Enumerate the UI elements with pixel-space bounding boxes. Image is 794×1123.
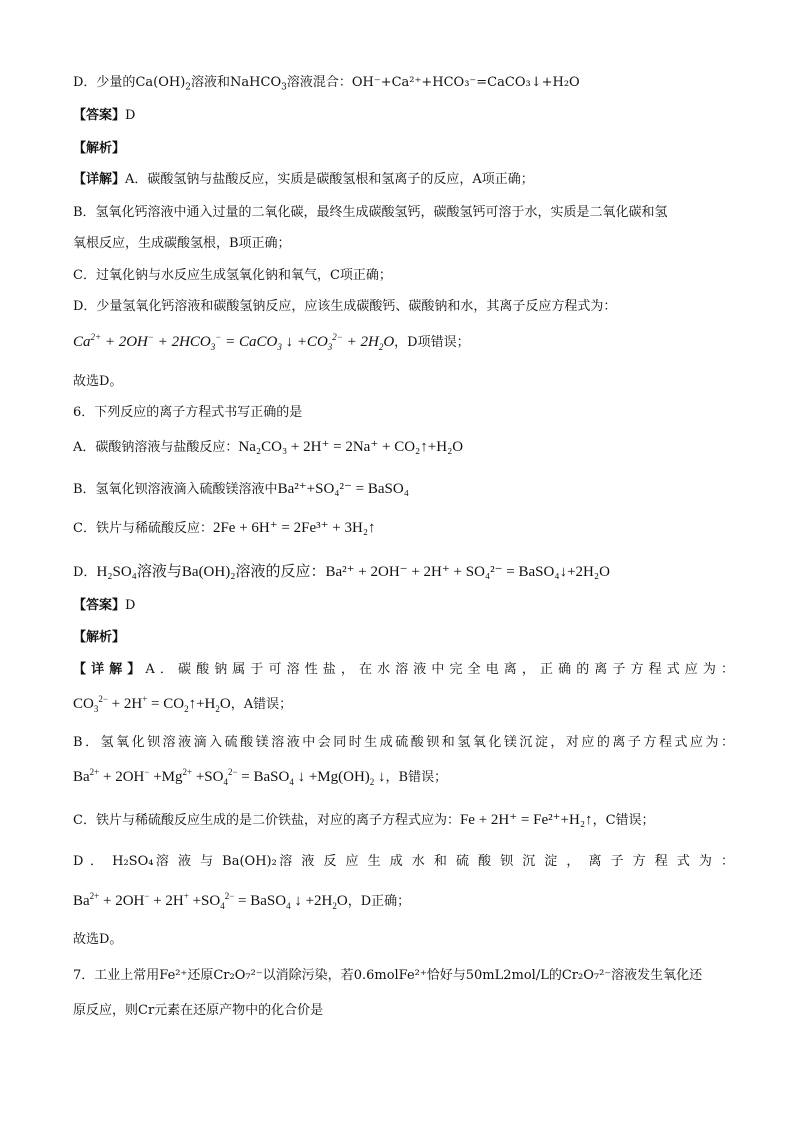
explanation-b-1: [73, 203, 734, 223]
detail-text: A．碳酸氢钠与盐酸反应，实质是碳酸氢根和氢离子的反应，A项正确；: [125, 172, 534, 187]
equation: OH⁻+Ca²⁺+HCO₃⁻=CaCO₃↓+H₂O: [351, 75, 580, 90]
equation: $CO_3^{2-} + 2H^+$ = $CO_2↑+H_2O$: [73, 694, 231, 714]
equation-suffix: ，A错误；: [230, 697, 293, 712]
formula: NaHCO: [230, 75, 282, 90]
analysis-tag: 【解析】: [73, 630, 126, 645]
answer-value: D: [125, 598, 136, 613]
option-d: [73, 562, 734, 583]
option-c: [73, 518, 734, 539]
question-7-line-2: [73, 1001, 734, 1021]
option-a: [73, 437, 734, 458]
explanation-d-line: [73, 852, 734, 872]
formula: Ca(OH): [135, 75, 186, 90]
option-label: A．碳酸钠溶液与盐酸反应：: [73, 440, 239, 455]
detail-line-2: [73, 660, 734, 680]
text: D．少量的: [73, 75, 136, 90]
equation-suffix: ，D正确；: [347, 894, 411, 909]
explanation-c: [73, 266, 734, 286]
answer-line: [73, 106, 734, 126]
option-label: D．: [73, 565, 97, 580]
text: D．少量氢氧化钙溶液和碳酸氢钠反应，应该生成碳酸钙、碳酸钠和水，其离子反应方程式为：: [73, 299, 617, 314]
equation-line-d: [73, 332, 734, 353]
text: H₂SO₄溶液与Ba(OH)₂溶液的反应：: [96, 564, 326, 580]
answer-tag: 【答案】: [73, 108, 126, 123]
question-6: [73, 403, 734, 423]
text: 故选D。: [73, 374, 123, 389]
option-b: [73, 479, 734, 500]
text: 6．下列反应的离子方程式书写正确的是: [73, 405, 303, 420]
text: 故选D。: [73, 932, 123, 947]
subscript: 2: [185, 82, 192, 93]
subscript: 3: [281, 82, 287, 93]
text: 7．工业上常用: [73, 968, 160, 983]
equation-suffix: ，B错误；: [385, 770, 448, 785]
equation: $Ca^{2+} + 2OH^- + 2HCO_3^-$ = CaCO$_3$ ↓ $+CO_3^{2-} + 2H_2O$: [73, 332, 395, 352]
conclusion-2: [73, 930, 734, 950]
text: 溶液混合：: [286, 75, 352, 90]
detail-line: [73, 170, 734, 190]
equation-line-b: [73, 767, 734, 788]
explanation-b-line: [73, 733, 734, 753]
equation: Ba²⁺+SO₄²⁻ = BaSO₄: [277, 481, 409, 497]
explanation-b-2: [73, 234, 734, 254]
text: B．氢氧化钡溶液滴入硫酸镁溶液中会同时生成硫酸钡和氢氧化镁沉淀，对应的离子方程式应为：: [73, 735, 734, 750]
detail-tag: 【详解】: [73, 662, 146, 677]
equation: 2Fe + 6H⁺ = 2Fe³⁺ + 3H₂↑: [212, 520, 376, 536]
text: 氧根反应，生成碳酸氢根，B项正确；: [73, 236, 291, 251]
detail-tag: 【详解】: [73, 172, 126, 187]
analysis-heading: [73, 139, 734, 159]
analysis-heading-2: [73, 628, 734, 648]
equation: $Ba^{2+} + 2OH^- + 2H^+ +SO_4^{2-}$ = BaSO$_4$ ↓ $+2H_2O$: [73, 891, 348, 911]
answer-line-2: [73, 596, 734, 616]
answer-value: D: [125, 108, 136, 123]
answer-tag: 【答案】: [73, 598, 126, 613]
text: C．铁片与稀硫酸反应生成的是二价铁盐，对应的离子方程式应为：: [73, 813, 460, 828]
text: B．氢氧化钙溶液中通入过量的二氧化碳，最终生成碳酸氢钙，碳酸氢钙可溶于水，实质是二氧化碳和氢: [73, 205, 668, 220]
equation: Fe + 2H⁺ = Fe²⁺+H₂↑: [459, 812, 593, 828]
option-label: C．铁片与稀硫酸反应：: [73, 521, 213, 536]
text: 原反应，则Cr元素在还原产物中的化合价是: [73, 1003, 324, 1018]
formula: Cr₂O₇²⁻以消除污染，若: [213, 968, 354, 983]
formula: 50mL2mol/L的: [465, 968, 562, 983]
formula: Cr₂O₇²⁻溶液发生氧化还: [561, 968, 703, 983]
equation-suffix: ，C错误；: [592, 813, 655, 828]
equation: $Ba^{2+} + 2OH^- +Mg^{2+} +SO_4^{2-}$ = BaSO$_4$ ↓ $+Mg(OH)_2$ ↓: [73, 767, 386, 787]
formula: 0.6molFe²⁺恰好与: [353, 968, 466, 983]
equation-suffix: ，D项错误；: [394, 335, 470, 350]
conclusion-1: [73, 372, 734, 392]
text: C．过氧化钠与水反应生成氢氧化钠和氧气，C项正确；: [73, 268, 392, 283]
question-7-line-1: [73, 966, 734, 986]
formula: Fe²⁺还原: [159, 968, 214, 983]
explanation-c-line: [73, 810, 734, 831]
analysis-tag: 【解析】: [73, 141, 126, 156]
equation: Ba²⁺ + 2OH⁻ + 2H⁺ + SO₄²⁻ = BaSO₄↓+2H₂O: [325, 564, 610, 580]
option-label: B．氢氧化钡溶液滴入硫酸镁溶液中: [73, 482, 278, 497]
text: D ． H₂SO₄溶 液 与 Ba(OH)₂溶 液 反 应 生 成 水 和 硫 酸 钡 沉 淀 ， 离 子 方 程 式 为 ：: [73, 854, 734, 869]
explanation-d: [73, 297, 734, 317]
detail-text: A．碳酸钠属于可溶性盐，在水溶液中完全电离，正确的离子方程式应为：: [145, 662, 734, 677]
equation-line-a: [73, 694, 734, 715]
equation: Na₂CO₃ + 2H⁺ = 2Na⁺ + CO₂↑+H₂O: [238, 439, 464, 455]
text: 溶液和: [191, 75, 231, 90]
prev-option-d: [73, 73, 734, 93]
equation-line-d2: [73, 891, 734, 912]
